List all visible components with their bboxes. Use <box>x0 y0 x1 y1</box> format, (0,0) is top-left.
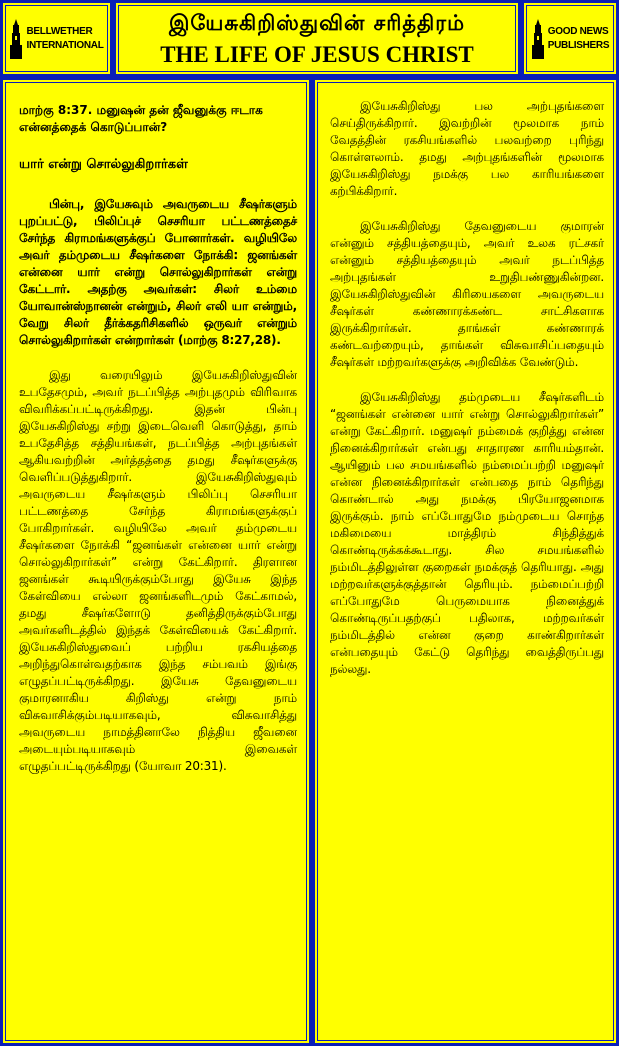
right-logo-box <box>521 0 619 77</box>
right-paragraph-3: இயேசுகிறிஸ்து தம்முடைய சீஷர்களிடம் “ஜனங்கள் என்னை யார் என்று சொல்லுகிறார்கள்” என்று கேட்கிறார். மனுஷர் நம்மைக் குறித்து என்ன நினைக்கிறார்கள் என்பது சாதாரண காரியம்தான். ஆயினும் பல சமயங்களில் நம்மைப்பற்றி மனுஷர் என்ன நினைக்கிறார்கள் என்பதை நாம் தெரிந்து கொண்டால் அது நமக்கு பிரயோஜனமாக இருக்கும். நாம் எப்போதுமே நம்முடைய சொந்த மகிமையை மாத்திரம் சிந்தித்துக் கொண்டிருக்கக்கூடாது. சில சமயங்களில் நம்மிடத்திலுள்ள குறைகள் நமக்குத் தெரியாது. அது மற்றவர்களுக்குத்தான் தெரியும். நம்மைப்பற்றி எப்போதுமே பெருமையாக நினைத்துக் கொண்டிருப்பதற்குப் பதிலாக, மற்றவர்கள் நம்மிடத்தில் என்ன குறை காண்கிறார்கள் என்பதையும் கேட்டு தெரிந்து வைத்திருப்பது நல்லது. <box>330 390 604 676</box>
right-paragraph-1: இயேசுகிறிஸ்து பல அற்புதங்களை செய்திருக்கிறார். இவற்றின் மூலமாக நாம் வேதத்தின் ரகசியங்களில் பலவற்றை புரிந்து கொள்ளலாம். தமது அற்புதங்களின் மூலமாக இயேசுகிறிஸ்து நமக்கு பல காரியங்களை கற்பிக்கிறார். <box>330 99 604 198</box>
section-heading: யார் என்று சொல்லுகிறார்கள் <box>19 157 188 172</box>
bell-tower-icon <box>9 19 23 59</box>
right-logo-line1: GOOD NEWS <box>547 25 609 37</box>
body-paragraph: இது வரையிலும் இயேசுகிறிஸ்துவின் உபதேசமும், அவர் நடப்பித்த அற்புதமும் விரிவாக விவரிக்கப்பட்டிருக்கிறது. இதன் பின்பு இயேசுகிறிஸ்து சற்று இடைவெளி கொடுத்து, தாம் உபதேசித்த சத்தியங்கள், நடப்பித்த அற்புதங்கள் ஆகியவற்றின் அர்த்தத்தை தமது சீஷர்களுக்கு வெளிப்படுத்துகிறார். இயேசுகிறிஸ்துவும் அவருடைய சீஷர்களும் பிலிப்பு செசரியா பட்டணத்தை சேர்ந்த கிராமங்களுக்குப் போகிறார்கள். வழியிலே அவர் தம்முடைய சீஷர்களை நோக்கி “ஜனங்கள் என்னை யார் என்று சொல்லுகிறார்கள்” என்று கேட்கிறார். திரளான ஜனங்கள் கூடியிருக்கும்போது இயேசு இந்த கேள்வியை எல்லா ஜனங்களிடமும் கேட்காமல், தமது சீஷர்களோடு தனித்திருக்கும்போது அவர்களிடத்தில் இந்தக் கேள்வியைக் கேட்கிறார். இயேசுகிறிஸ்துவைப் பற்றிய ரகசியத்தை அறிந்துகொள்வதற்காக இந்த சம்பவம் இங்கு எழுதப்பட்டிருக்கிறது. இயேசு தேவனுடைய குமாரனாகிய கிறிஸ்து என்று நாம் விசுவாசிக்கும்படியாகவும், விசுவாசித்து அவருடைய நாமத்தினாலே நித்திய ஜீவனை அடையும்படியாகவும் இவைகள் எழுதப்பட்டிருக்கிறது (யோவா 20:31). <box>19 368 297 773</box>
left-logo-line2: INTERNATIONAL <box>26 39 104 51</box>
left-column <box>0 77 312 1046</box>
left-logo-box <box>0 0 113 77</box>
scripture-paragraph: பின்பு, இயேசுவும் அவருடைய சீஷர்களும் புறப்பட்டு, பிலிப்புச் செசரியா பட்டணத்தைச் சேர்ந்த கிராமங்களுக்குப் போனார்கள். வழியிலே அவர் தம்முடைய சீஷர்களை நோக்கி: ஜனங்கள் என்னை யார் என்று சொல்லுகிறார்கள் என்று கேட்டார். அதற்கு அவர்கள்: சிலர் உம்மை யோவான்ஸ்நானன் என்றும், சிலர் எலி யா என்றும், வேறு சிலர் தீர்க்கதரிசிகளில் ஒருவர் என்றும் சொல்லுகிறார்கள் என்றார்கள் (மாற்கு 8:27,28). <box>19 197 297 347</box>
left-logo-line1: BELLWETHER <box>26 25 93 37</box>
right-paragraph-2: இயேசுகிறிஸ்து தேவனுடைய குமாரன் என்னும் சத்தியத்தையும், அவர் உலக ரட்சகர் என்னும் சத்தியத்தையும் அவர் நடப்பித்த அற்புதங்கள் உறுதிபண்ணுகின்றன. இயேசுகிறிஸ்துவின் கிரியைகளை அவருடைய சீஷர்கள் கண்ணாரக்கண்ட சாட்சிகளாக இருக்கிறார்கள். தாங்கள் கண்ணாரக் கண்டவற்றையும், தாங்கள் விசுவாசிப்பதையும் சீஷர்கள் மற்றவர்களுக்கு அறிவிக்க வேண்டும். <box>330 219 604 369</box>
title-box <box>113 0 521 77</box>
key-verse: மாற்கு 8:37. மனுஷன் தன் ஜீவனுக்கு ஈடாக என்னத்தைக் கொடுப்பான்? <box>19 103 263 134</box>
bell-tower-icon <box>531 19 545 59</box>
title-english: THE LIFE OF JESUS CHRIST <box>160 42 474 67</box>
title-tamil: இயேசுகிறிஸ்துவின் சரித்திரம் <box>168 11 466 35</box>
right-logo-line2: PUBLISHERS <box>547 39 610 51</box>
right-column <box>312 77 619 1046</box>
